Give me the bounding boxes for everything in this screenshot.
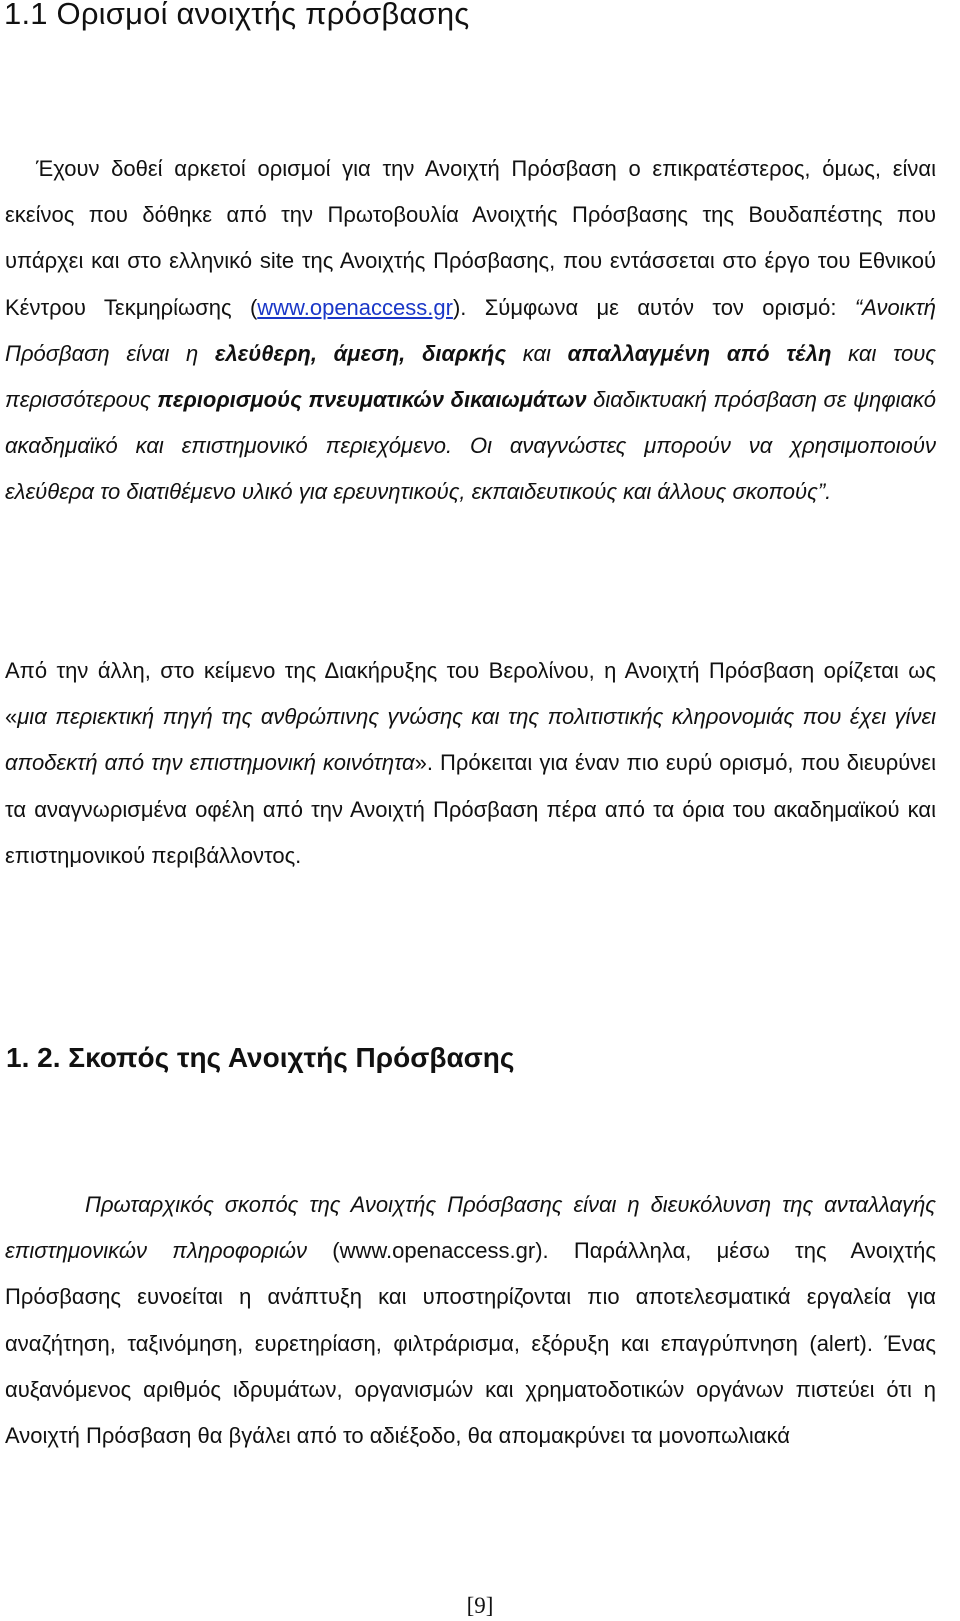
- definition-quote-text: διαδικτυακή πρόσβαση σε ψηφιακό ακαδημαϊκό και επιστημονικό περιεχόμενο. Οι αναγνώστες μπορούν να χρησιμοποιούν ελεύθερα το διατιθέμενο υλικό για ερευνητικούς, εκπαιδευτικούς και άλλους σκοπούς”.: [5, 387, 936, 505]
- berlin-definition-quote: μια περιεκτική πηγή της ανθρώπινης γνώσης και της πολιτιστικής κληρονομιάς που έχει γίνει αποδεκτή από την επιστημονική κοινότητα: [5, 704, 936, 776]
- paragraph-definitions: [5, 146, 936, 516]
- section-heading-definitions: 1.1 Ορισμοί ανοιχτής πρόσβασης: [4, 0, 470, 31]
- definition-emphasis: απαλλαγμένη από τέλη: [567, 340, 832, 366]
- paragraph-text: ». Πρόκειται για έναν πιο ευρύ ορισμό, που διευρύνει τα αναγνωρισμένα οφέλη από την Ανοιχτή Πρόσβαση πέρα από τα όρια του ακαδημαϊκού και επιστημονικού περιβάλλοντος.: [5, 750, 936, 868]
- definition-emphasis: ελεύθερη, άμεση, διαρκής: [214, 340, 507, 366]
- paragraph-text: ). Σύμφωνα με αυτόν τον ορισμό:: [452, 294, 855, 320]
- paragraph-text: Από την άλλη, στο κείμενο της Διακήρυξης του Βερολίνου, η Ανοιχτή Πρόσβαση ορίζεται ως «: [5, 658, 936, 730]
- paragraph-purpose: [5, 1182, 936, 1459]
- definition-quote-text: “Ανοικτή Πρόσβαση είναι η: [5, 294, 937, 366]
- paragraph-berlin-declaration: [5, 648, 936, 879]
- paragraph-text: Έχουν δοθεί αρκετοί ορισμοί για την Ανοιχτή Πρόσβαση ο επικρατέστερος, όμως, είναι εκείνος που δόθηκε από την Πρωτοβουλία Ανοιχτής Πρόσβασης της Βουδαπέστης που υπάρχει και στο ελληνικό site της Ανοιχτής Πρόσβασης, που εντάσσεται στο έργο του Εθνικού Κέντρου Τεκμηρίωσης (: [5, 156, 936, 320]
- definition-emphasis: περιορισμούς πνευματικών δικαιωμάτων: [157, 387, 587, 413]
- paragraph-text: (www.openaccess.gr). Παράλληλα, μέσω της Ανοιχτής Πρόσβασης ευνοείται η ανάπτυξη και υποστηρίζονται πιο αποτελεσματικά εργαλεία για αναζήτηση, ταξινόμηση, ευρετηρίαση, φιλτράρισμα, εξόρυξη και επαγρύπνηση (alert). Ένας αυξανόμενος αριθμός ιδρυμάτων, οργανισμών και χρηματοδοτικών οργάνων πιστεύει ότι η Ανοιχτή Πρόσβαση θα βγάλει από το αδιέξοδο, θα απομακρύνει τα μονοπωλιακά: [5, 1238, 937, 1449]
- purpose-quote: Πρωταρχικός σκοπός της Ανοιχτής Πρόσβασης είναι η διευκόλυνση της ανταλλαγής επιστημονικών πληροφοριών: [5, 1192, 936, 1264]
- definition-quote-text: και: [506, 340, 568, 366]
- openaccess-link[interactable]: www.openaccess.gr: [257, 294, 453, 320]
- definition-quote-text: και τους περισσότερους: [5, 340, 936, 413]
- page-number: [9]: [466, 1593, 494, 1618]
- section-heading-purpose: 1. 2. Σκοπός της Ανοιχτής Πρόσβασης: [6, 1042, 515, 1073]
